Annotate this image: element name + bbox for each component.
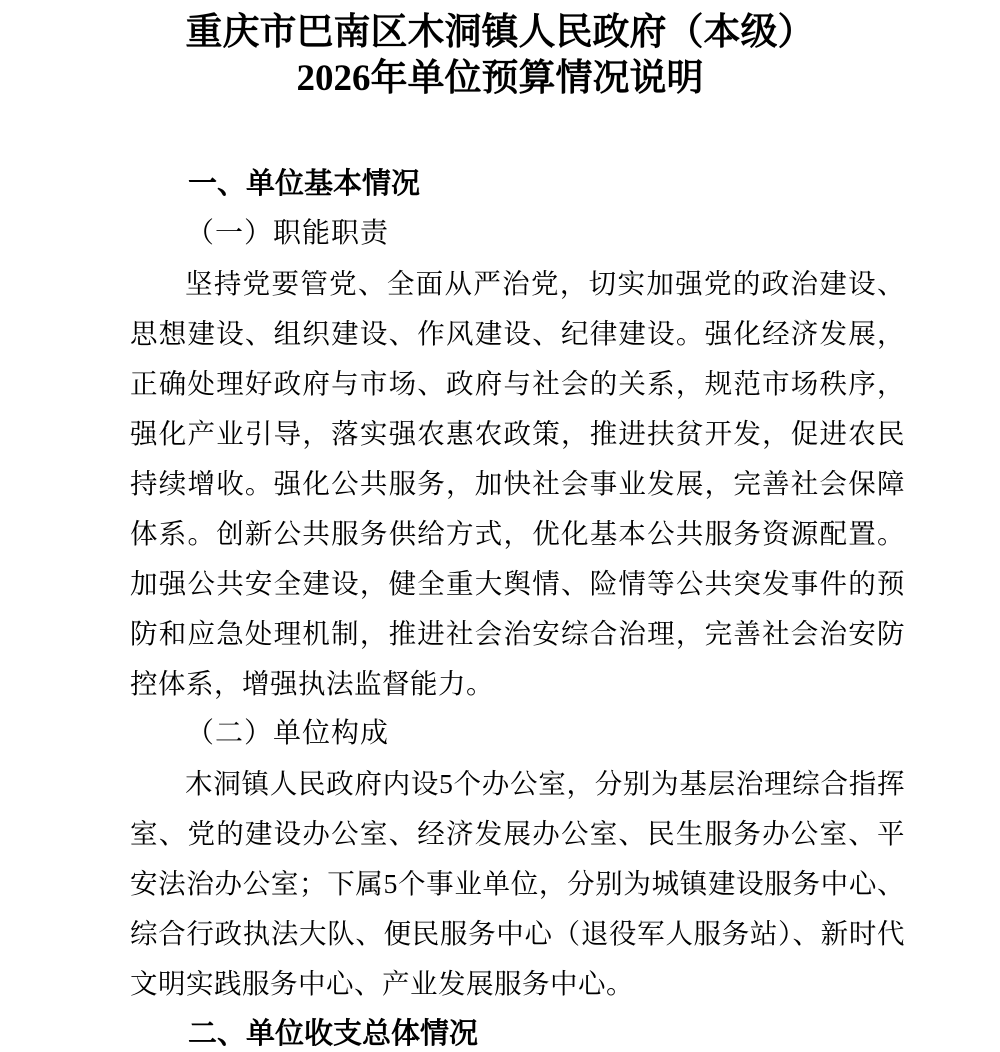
paragraph-functions: 坚持党要管党、全面从严治党，切实加强党的政治建设、思想建设、组织建设、作风建设、纪律建设。强化经济发展，正确处理好政府与市场、政府与社会的关系，规范市场秩序，强化产业引导，落实强农惠农政策，推进扶贫开发，促进农民持续增收。强化公共服务，加快社会事业发展，完善社会保障体系。创新公共服务供给方式，优化基本公共服务资源配置。加强公共安全建设，健全重大舆情、险情等公共突发事件的预防和应急处理机制，推进社会治安综合治理，完善社会治安防控体系，增强执法监督能力。 <box>130 268 905 699</box>
subsection-heading-composition: （二）单位构成 <box>186 718 390 749</box>
document-title <box>0 6 1000 102</box>
section-heading-revenue-expenditure: 二、单位收支总体情况 <box>188 1018 479 1050</box>
document-body <box>130 159 905 1052</box>
subsection-heading-functions: （一）职能职责 <box>186 218 390 249</box>
paragraph-composition: 木洞镇人民政府内设5个办公室，分别为基层治理综合指挥室、党的建设办公室、经济发展办公室、民生服务办公室、平安法治办公室；下属5个事业单位，分别为城镇建设服务中心、综合行政执法大队、便民服务中心（退役军人服务站）、新时代文明实践服务中心、产业发展服务中心。 <box>130 768 905 999</box>
document-title-line1: 重庆市巴南区木洞镇人民政府（本级） <box>185 12 815 53</box>
document-title-line2: 2026年单位预算情况说明 <box>296 58 704 99</box>
section-heading-basic-info: 一、单位基本情况 <box>188 168 421 200</box>
